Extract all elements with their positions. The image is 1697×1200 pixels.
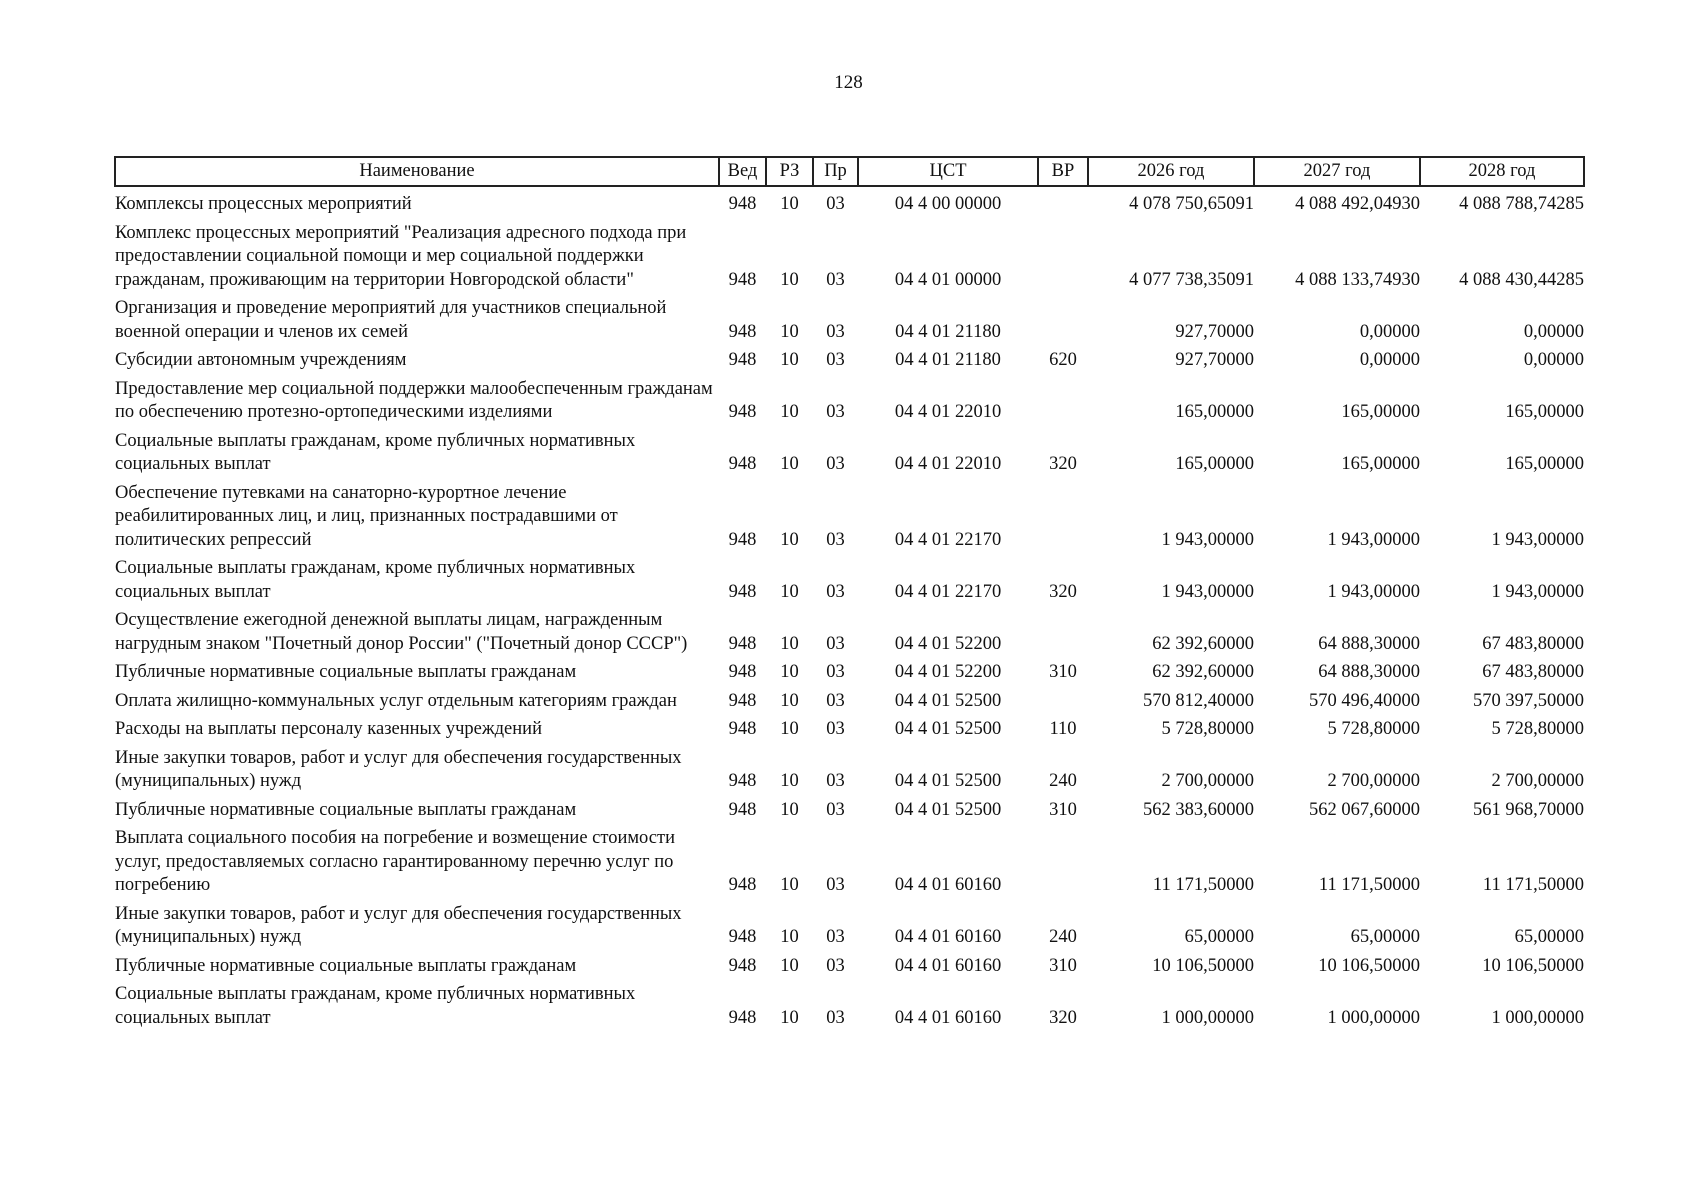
row-cst: 04 4 01 60160 xyxy=(894,875,1002,895)
row-2027: 570 496,40000 xyxy=(1309,690,1420,711)
row-2027: 10 106,50000 xyxy=(1318,955,1420,976)
row-name: Расходы на выплаты персоналу казенных учреждений xyxy=(115,719,542,739)
row-rz: 10 xyxy=(780,529,799,550)
table-row xyxy=(115,604,1584,656)
row-2026: 927,70000 xyxy=(1175,350,1254,370)
row-rz: 10 xyxy=(780,771,799,791)
row-ved: 948 xyxy=(728,875,757,895)
row-ved: 948 xyxy=(728,690,757,711)
row-2027: 11 171,50000 xyxy=(1318,875,1420,895)
row-ved: 948 xyxy=(728,771,757,791)
row-name: Иные закупки товаров, работ и услуг для обеспечения государственных (муниципальных) нужд xyxy=(115,903,682,947)
row-cst: 04 4 01 22010 xyxy=(894,402,1002,422)
row-cst: 04 4 01 22170 xyxy=(894,529,1002,550)
row-pr: 03 xyxy=(826,633,845,654)
row-pr: 03 xyxy=(826,719,845,739)
table-row xyxy=(115,552,1584,604)
table-row xyxy=(115,713,1584,742)
table-row xyxy=(115,425,1584,477)
row-name: Публичные нормативные социальные выплаты гражданам xyxy=(115,662,577,682)
row-vr: 240 xyxy=(1049,927,1077,947)
row-vr: 320 xyxy=(1049,581,1077,602)
row-2026: 927,70000 xyxy=(1175,321,1254,342)
table-row xyxy=(115,344,1584,373)
table-row xyxy=(115,656,1584,685)
table-body xyxy=(115,186,1584,1030)
row-rz: 10 xyxy=(780,1007,799,1028)
row-ved: 948 xyxy=(728,194,757,214)
row-2026: 5 728,80000 xyxy=(1161,719,1254,739)
table-row xyxy=(115,794,1584,823)
row-2027: 1 943,00000 xyxy=(1327,529,1420,550)
row-2027: 0,00000 xyxy=(1359,321,1420,342)
row-2026: 10 106,50000 xyxy=(1152,955,1254,976)
row-rz: 10 xyxy=(780,581,799,602)
row-2027: 4 088 133,74930 xyxy=(1295,269,1420,290)
row-2027: 64 888,30000 xyxy=(1318,662,1420,682)
row-2028: 2 700,00000 xyxy=(1491,771,1584,791)
row-name: Субсидии автономным учреждениям xyxy=(115,350,407,370)
row-ved: 948 xyxy=(728,662,757,682)
table-row xyxy=(115,742,1584,794)
row-ved: 948 xyxy=(728,1007,757,1028)
row-2028: 11 171,50000 xyxy=(1482,875,1584,895)
table-row xyxy=(115,898,1584,950)
row-ved: 948 xyxy=(728,927,757,947)
row-2026: 165,00000 xyxy=(1175,402,1254,422)
row-vr xyxy=(1038,292,1088,344)
row-name: Выплата социального пособия на погребение и возмещение стоимости услуг, предоставляемых согласно гарантированному перечню услуг по погребению xyxy=(115,828,675,895)
row-cst: 04 4 01 60160 xyxy=(894,1007,1002,1028)
row-rz: 10 xyxy=(780,269,799,290)
row-2027: 4 088 492,04930 xyxy=(1295,194,1420,214)
header-name: Наименование xyxy=(115,157,719,186)
row-2027: 1 943,00000 xyxy=(1327,581,1420,602)
row-rz: 10 xyxy=(780,799,799,820)
row-vr xyxy=(1038,373,1088,425)
row-2028: 67 483,80000 xyxy=(1482,662,1584,682)
row-name: Иные закупки товаров, работ и услуг для обеспечения государственных (муниципальных) нужд xyxy=(115,747,682,791)
row-name: Социальные выплаты гражданам, кроме публичных нормативных социальных выплат xyxy=(115,558,636,602)
row-name: Социальные выплаты гражданам, кроме публичных нормативных социальных выплат xyxy=(115,430,636,474)
row-rz: 10 xyxy=(780,633,799,654)
row-cst: 04 4 01 00000 xyxy=(894,269,1002,290)
row-cst: 04 4 01 52500 xyxy=(894,771,1002,791)
row-ved: 948 xyxy=(728,321,757,342)
row-2027: 1 000,00000 xyxy=(1327,1007,1420,1028)
header-2028: 2028 год xyxy=(1420,157,1584,186)
row-ved: 948 xyxy=(728,350,757,370)
row-pr: 03 xyxy=(826,194,845,214)
row-pr: 03 xyxy=(826,927,845,947)
row-2027: 2 700,00000 xyxy=(1327,771,1420,791)
row-name: Публичные нормативные социальные выплаты гражданам xyxy=(115,955,577,976)
row-rz: 10 xyxy=(780,955,799,976)
row-pr: 03 xyxy=(826,799,845,820)
row-2028: 65,00000 xyxy=(1514,927,1584,947)
row-name: Предоставление мер социальной поддержки малообеспеченным гражданам по обеспечению протезно-ортопедическими изделиями xyxy=(115,378,713,422)
row-2027: 0,00000 xyxy=(1359,350,1420,370)
row-2027: 5 728,80000 xyxy=(1327,719,1420,739)
row-vr xyxy=(1038,685,1088,714)
row-name: Организация и проведение мероприятий для участников специальной военной операции и членов их семей xyxy=(115,298,667,342)
row-2028: 0,00000 xyxy=(1523,321,1584,342)
row-2026: 2 700,00000 xyxy=(1161,771,1254,791)
header-ved: Вед xyxy=(719,157,766,186)
row-cst: 04 4 01 60160 xyxy=(894,955,1002,976)
row-2026: 562 383,60000 xyxy=(1143,799,1254,820)
row-pr: 03 xyxy=(826,321,845,342)
row-vr xyxy=(1038,186,1088,217)
row-vr: 320 xyxy=(1049,454,1077,474)
row-2028: 10 106,50000 xyxy=(1482,955,1584,976)
row-rz: 10 xyxy=(780,690,799,711)
row-vr: 620 xyxy=(1049,350,1077,370)
row-rz: 10 xyxy=(780,350,799,370)
row-2026: 1 943,00000 xyxy=(1161,581,1254,602)
row-pr: 03 xyxy=(826,1007,845,1028)
row-rz: 10 xyxy=(780,194,799,214)
row-cst: 04 4 00 00000 xyxy=(894,194,1002,214)
row-ved: 948 xyxy=(728,799,757,820)
row-rz: 10 xyxy=(780,402,799,422)
row-2026: 4 078 750,65091 xyxy=(1129,194,1254,214)
row-2028: 165,00000 xyxy=(1505,402,1584,422)
row-vr xyxy=(1038,217,1088,293)
row-rz: 10 xyxy=(780,454,799,474)
row-cst: 04 4 01 52200 xyxy=(894,662,1002,682)
row-pr: 03 xyxy=(826,454,845,474)
row-vr: 320 xyxy=(1049,1007,1077,1028)
row-name: Комплекс процессных мероприятий "Реализация адресного подхода при предоставлении социальной помощи и мер социальной поддержки гражданам, проживающим на территории Новгородской области" xyxy=(115,222,687,290)
table-row xyxy=(115,292,1584,344)
row-2028: 1 943,00000 xyxy=(1491,581,1584,602)
table-row xyxy=(115,978,1584,1030)
row-pr: 03 xyxy=(826,529,845,550)
row-ved: 948 xyxy=(728,633,757,654)
row-pr: 03 xyxy=(826,771,845,791)
table-row xyxy=(115,822,1584,898)
row-2028: 1 943,00000 xyxy=(1491,529,1584,550)
row-name: Оплата жилищно-коммунальных услуг отдельным категориям граждан xyxy=(115,690,677,711)
row-2026: 165,00000 xyxy=(1175,454,1254,474)
row-cst: 04 4 01 21180 xyxy=(895,350,1001,370)
row-2027: 64 888,30000 xyxy=(1318,633,1420,654)
row-2027: 165,00000 xyxy=(1341,454,1420,474)
row-cst: 04 4 01 52500 xyxy=(894,719,1002,739)
row-name: Обеспечение путевками на санаторно-курортное лечение реабилитированных лиц, и лиц, признанных пострадавшими от политических репрессий xyxy=(115,482,618,550)
row-pr: 03 xyxy=(826,875,845,895)
row-cst: 04 4 01 52500 xyxy=(894,799,1002,820)
row-2028: 0,00000 xyxy=(1523,350,1584,370)
row-cst: 04 4 01 22170 xyxy=(894,581,1002,602)
row-2027: 65,00000 xyxy=(1350,927,1420,947)
row-vr xyxy=(1038,604,1088,656)
row-pr: 03 xyxy=(826,690,845,711)
table-row xyxy=(115,685,1584,714)
row-2026: 1 000,00000 xyxy=(1161,1007,1254,1028)
table-row xyxy=(115,217,1584,293)
row-2028: 4 088 430,44285 xyxy=(1459,269,1584,290)
table-row xyxy=(115,477,1584,553)
row-rz: 10 xyxy=(780,321,799,342)
row-2026: 1 943,00000 xyxy=(1161,529,1254,550)
row-2026: 62 392,60000 xyxy=(1152,662,1254,682)
table-header-row xyxy=(115,157,1584,186)
row-2028: 165,00000 xyxy=(1505,454,1584,474)
row-2028: 1 000,00000 xyxy=(1491,1007,1584,1028)
row-rz: 10 xyxy=(780,875,799,895)
row-ved: 948 xyxy=(728,529,757,550)
row-vr: 240 xyxy=(1049,771,1077,791)
row-pr: 03 xyxy=(826,350,845,370)
row-name: Комплексы процессных мероприятий xyxy=(115,194,412,214)
row-ved: 948 xyxy=(728,955,757,976)
row-2026: 11 171,50000 xyxy=(1152,875,1254,895)
row-2026: 570 812,40000 xyxy=(1143,690,1254,711)
row-vr: 310 xyxy=(1049,799,1077,820)
header-pr: Пр xyxy=(813,157,858,186)
row-vr xyxy=(1038,477,1088,553)
row-ved: 948 xyxy=(728,269,757,290)
table-row xyxy=(115,950,1584,979)
header-cst: ЦСТ xyxy=(858,157,1038,186)
row-pr: 03 xyxy=(826,955,845,976)
table-row xyxy=(115,186,1584,217)
row-vr: 310 xyxy=(1049,662,1077,682)
row-ved: 948 xyxy=(728,402,757,422)
row-2026: 65,00000 xyxy=(1184,927,1254,947)
header-2026: 2026 год xyxy=(1088,157,1254,186)
row-rz: 10 xyxy=(780,662,799,682)
row-vr xyxy=(1038,822,1088,898)
row-cst: 04 4 01 21180 xyxy=(895,321,1001,342)
row-2028: 561 968,70000 xyxy=(1473,799,1584,820)
row-cst: 04 4 01 52500 xyxy=(894,690,1002,711)
row-2026: 4 077 738,35091 xyxy=(1129,269,1254,290)
row-2026: 62 392,60000 xyxy=(1152,633,1254,654)
page-number: 128 xyxy=(834,72,863,93)
row-2027: 165,00000 xyxy=(1341,402,1420,422)
header-2027: 2027 год xyxy=(1254,157,1420,186)
row-rz: 10 xyxy=(780,927,799,947)
header-vr: ВР xyxy=(1038,157,1088,186)
row-2028: 570 397,50000 xyxy=(1473,690,1584,711)
row-pr: 03 xyxy=(826,581,845,602)
row-2028: 67 483,80000 xyxy=(1482,633,1584,654)
row-name: Социальные выплаты гражданам, кроме публичных нормативных социальных выплат xyxy=(115,984,636,1028)
row-vr: 310 xyxy=(1049,955,1077,976)
row-pr: 03 xyxy=(826,269,845,290)
budget-table xyxy=(114,156,1585,1030)
row-2028: 4 088 788,74285 xyxy=(1459,194,1584,214)
row-cst: 04 4 01 60160 xyxy=(894,927,1002,947)
row-ved: 948 xyxy=(728,454,757,474)
row-2027: 562 067,60000 xyxy=(1309,799,1420,820)
row-name: Осуществление ежегодной денежной выплаты лицам, награжденным нагрудным знаком "Почетный донор России" ("Почетный донор СССР") xyxy=(115,610,688,654)
table-row xyxy=(115,373,1584,425)
row-vr: 110 xyxy=(1049,719,1077,739)
row-cst: 04 4 01 22010 xyxy=(894,454,1002,474)
row-pr: 03 xyxy=(826,662,845,682)
row-name: Публичные нормативные социальные выплаты гражданам xyxy=(115,799,577,820)
row-rz: 10 xyxy=(780,719,799,739)
header-rz: РЗ xyxy=(766,157,813,186)
row-cst: 04 4 01 52200 xyxy=(894,633,1002,654)
row-2028: 5 728,80000 xyxy=(1491,719,1584,739)
row-pr: 03 xyxy=(826,402,845,422)
row-ved: 948 xyxy=(728,581,757,602)
row-ved: 948 xyxy=(728,719,757,739)
